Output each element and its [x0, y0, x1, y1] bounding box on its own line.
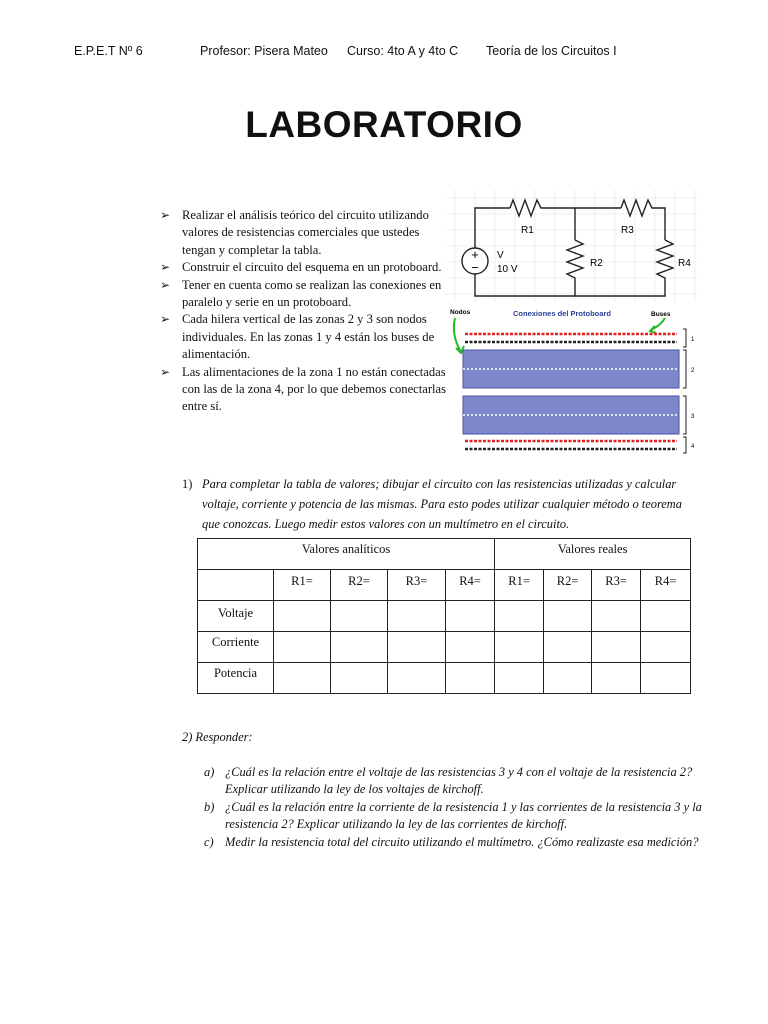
instruction-item	[158, 207, 448, 259]
arrow-bullet-icon: ➢	[160, 208, 171, 222]
r1-label: R1	[521, 225, 534, 236]
table-cell	[641, 632, 691, 663]
question-1-number: 1)	[182, 477, 193, 491]
item-letter: b)	[204, 799, 215, 814]
table-row	[198, 570, 691, 601]
source-plus-label: +	[471, 247, 479, 262]
table-cell	[388, 601, 446, 632]
instruction-text: Las alimentaciones de la zona 1 no están conectadas con las de la zona 4, por lo que debemos conectarlas entre sí.	[182, 364, 447, 414]
table-cell	[446, 601, 495, 632]
list-item	[204, 799, 704, 834]
question-2-heading: 2) Responder:	[182, 730, 253, 744]
green-arrow-icon	[650, 318, 665, 333]
table-cell	[592, 663, 641, 694]
column-header: R3=	[388, 570, 446, 601]
grid-background	[445, 190, 700, 302]
table-cell	[592, 632, 641, 663]
subject-name: Teoría de los Circuitos I	[486, 44, 617, 58]
source-minus-label: −	[471, 260, 479, 275]
protoboard-zone-4	[465, 441, 677, 449]
empty-cell	[198, 570, 274, 601]
zone-3-label: 3	[691, 414, 695, 420]
column-header: R2=	[331, 570, 388, 601]
item-text: ¿Cuál es la relación entre el voltaje de las resistencias 3 y 4 con el voltaje de la resistencia 2? Explicar utilizando la ley de los voltajes de kirchoff.	[225, 765, 693, 797]
source-v-label: V	[497, 250, 504, 261]
table-cell	[388, 632, 446, 663]
table-row	[198, 632, 691, 663]
table-cell	[331, 632, 388, 663]
table-cell	[495, 632, 544, 663]
table-cell	[592, 601, 641, 632]
list-item	[204, 834, 704, 851]
r4-label: R4	[678, 258, 691, 269]
page-header	[0, 44, 768, 64]
table-cell	[331, 663, 388, 694]
column-header: R2=	[544, 570, 592, 601]
row-header: Voltaje	[198, 601, 274, 632]
table-row	[198, 601, 691, 632]
table-cell	[388, 663, 446, 694]
column-header: R4=	[641, 570, 691, 601]
item-text: ¿Cuál es la relación entre la corriente de la resistencia 1 y las corrientes de la resistencia 3 y la resistencia 2? Explicar utilizando la ley de las corrientes de kirchoff.	[225, 799, 702, 832]
item-letter: c)	[204, 834, 214, 849]
table-cell	[274, 601, 331, 632]
zone-2-label: 2	[691, 368, 695, 374]
course-name: Curso: 4to A y 4to C	[347, 44, 459, 58]
real-values-header: Valores reales	[495, 539, 691, 570]
table-row	[198, 539, 691, 570]
column-header: R4=	[446, 570, 495, 601]
protoboard-title: Conexiones del Protoboard	[513, 309, 611, 318]
page-title: LABORATORIO	[245, 104, 523, 145]
zone-brackets	[683, 329, 686, 453]
instruction-item	[158, 277, 448, 312]
green-arrow-icon	[454, 318, 464, 353]
table-cell	[641, 601, 691, 632]
column-header: R3=	[592, 570, 641, 601]
question-1-text: Para completar la tabla de valores; dibujar el circuito con las resistencias utilizadas y calcular voltaje, corriente y potencia de las mismas. Para esto podes utilizar cualquier método o teorema que conozcas. Luego medir estos valores con un multímetro en el circuito.	[202, 477, 682, 531]
arrow-bullet-icon: ➢	[160, 312, 171, 327]
instruction-item	[158, 364, 448, 416]
r2-label: R2	[590, 258, 603, 269]
buses-label: Buses	[651, 311, 671, 318]
table-cell	[274, 663, 331, 694]
item-text: Medir la resistencia total del circuito utilizando el multímetro. ¿Cómo realizaste esa medición?	[225, 834, 699, 849]
zone-4-label: 4	[691, 444, 695, 450]
instruction-item	[158, 259, 448, 276]
zone-1-label: 1	[691, 337, 695, 343]
table-cell	[544, 663, 592, 694]
arrow-bullet-icon: ➢	[160, 277, 171, 292]
table-cell	[274, 632, 331, 663]
nodes-label: Nodos	[450, 309, 471, 316]
arrow-bullet-icon: ➢	[160, 364, 171, 379]
column-header: R1=	[495, 570, 544, 601]
analytic-values-header: Valores analíticos	[198, 539, 495, 570]
r3-label: R3	[621, 225, 634, 236]
instruction-text: Cada hilera vertical de las zonas 2 y 3 son nodos individuales. En las zonas 1 y 4 están los buses de alimentación.	[182, 312, 435, 362]
teacher-name: Profesor: Pisera Mateo	[200, 44, 328, 58]
table-cell	[446, 632, 495, 663]
school-name: E.P.E.T Nº 6	[74, 44, 143, 58]
table-cell	[331, 601, 388, 632]
question-1	[182, 474, 702, 534]
table-cell	[544, 601, 592, 632]
protoboard-zone-1	[465, 334, 677, 342]
table-row	[198, 663, 691, 694]
instruction-text: Tener en cuenta como se realizan las conexiones en paralelo y serie en un protoboard.	[182, 277, 442, 310]
list-item	[204, 764, 704, 799]
table-cell	[495, 601, 544, 632]
table-cell	[641, 663, 691, 694]
circuit-protoboard-figure	[445, 190, 700, 458]
source-value-label: 10 V	[497, 264, 518, 275]
item-letter: a)	[204, 765, 215, 779]
question-2-list	[204, 764, 704, 851]
arrow-bullet-icon: ➢	[160, 260, 171, 275]
instruction-item	[158, 311, 448, 363]
table-cell	[495, 663, 544, 694]
column-header: R1=	[274, 570, 331, 601]
values-table	[197, 538, 691, 694]
resistor-r3-icon	[621, 200, 655, 216]
instruction-text: Construir el circuito del esquema en un protoboard.	[182, 260, 442, 275]
row-header: Potencia	[198, 663, 274, 694]
table-cell	[446, 663, 495, 694]
instruction-text: Realizar el análisis teórico del circuito utilizando valores de resistencias comerciales que ustedes tengan y completar la tabla.	[182, 208, 429, 257]
instruction-list	[158, 207, 448, 416]
row-header: Corriente	[198, 632, 274, 663]
table-cell	[544, 632, 592, 663]
